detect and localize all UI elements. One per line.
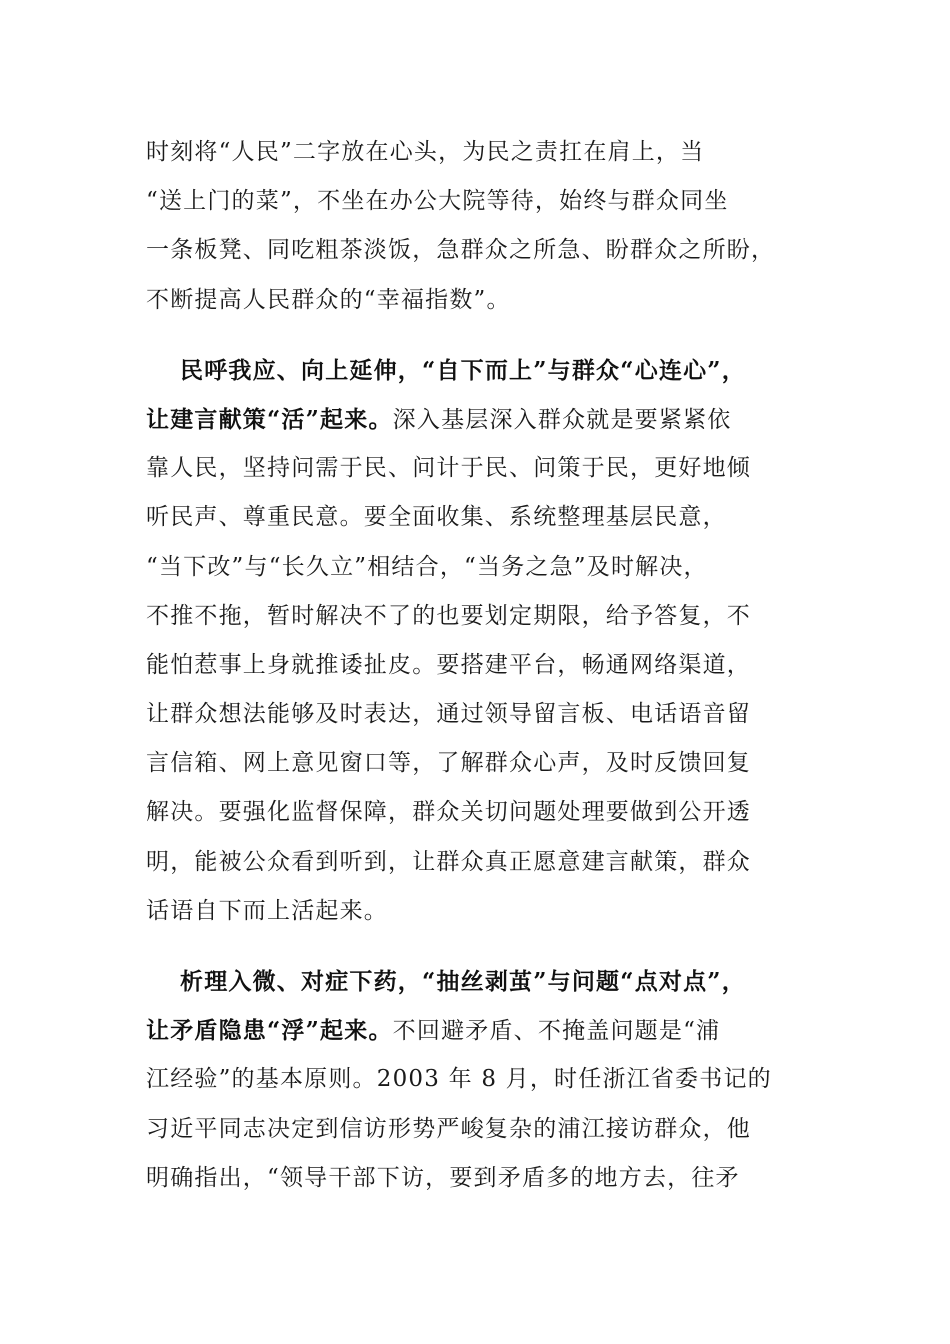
paragraph-text: 不回避矛盾、不掩盖问题是“浦 — [392, 1018, 721, 1045]
text-line: 明，能被公众看到听到，让群众真正愿意建言献策，群众 — [146, 848, 751, 875]
text-line: 听民声、尊重民意。要全面收集、系统整理基层民意， — [146, 504, 727, 531]
paragraph-gap — [146, 325, 806, 346]
text-line: 一条板凳、同吃粗茶淡饭，急群众之所急、盼群众之所盼， — [146, 237, 776, 264]
paragraph-gap — [146, 936, 806, 957]
paragraph-heading: 民呼我应、向上延伸，“自下而上”与群众“心连心”， — [180, 356, 746, 384]
paragraph-3 — [146, 957, 806, 1203]
document-body — [146, 128, 806, 1203]
paragraph-text: 深入基层深入群众就是要紧紧依 — [392, 406, 732, 433]
paragraph-1 — [146, 128, 806, 325]
text-line: 能怕惹事上身就推诿扯皮。要搭建平台，畅通网络渠道， — [146, 651, 751, 678]
text-line: 不断提高人民群众的“幸福指数”。 — [146, 286, 511, 313]
text-line: 时刻将“人民”二字放在心头，为民之责扛在肩上，当 — [146, 139, 705, 165]
text-line — [146, 1006, 806, 1055]
paragraph-heading: 析理入微、对症下药，“抽丝剥茧”与问题“点对点”， — [180, 968, 746, 995]
text-line: 明确指出，“领导干部下访，要到矛盾多的地方去，往矛 — [146, 1164, 740, 1191]
paragraph-2 — [146, 346, 806, 936]
paragraph-heading-end: 让建言献策“活”起来。 — [146, 405, 393, 433]
text-line: “送上门的菜”，不坐在办公大院等待，始终与群众同坐 — [146, 188, 729, 215]
text-line: 靠人民，坚持问需于民、问计于民、问策于民，更好地倾 — [146, 455, 751, 482]
text-line: 言信箱、网上意见窗口等，了解群众心声，及时反馈回复 — [146, 750, 751, 777]
text-line: “当下改”与“长久立”相结合，“当务之急”及时解决， — [146, 553, 708, 580]
text-line: 解决。要强化监督保障，群众关切问题处理要做到公开透 — [146, 799, 751, 826]
paragraph-heading-end: 让矛盾隐患“浮”起来。 — [146, 1017, 393, 1045]
text-line: 不推不拖，暂时解决不了的也要划定期限，给予答复，不 — [146, 602, 751, 629]
text-line: 江经验”的基本原则。2003 年 8 月，时任浙江省委书记的 — [146, 1066, 772, 1093]
text-line — [146, 395, 806, 444]
text-line: 习近平同志决定到信访形势严峻复杂的浦江接访群众，他 — [146, 1115, 751, 1142]
text-line: 话语自下而上活起来。 — [146, 897, 388, 924]
text-line: 让群众想法能够及时表达，通过领导留言板、电话语音留 — [146, 701, 751, 728]
